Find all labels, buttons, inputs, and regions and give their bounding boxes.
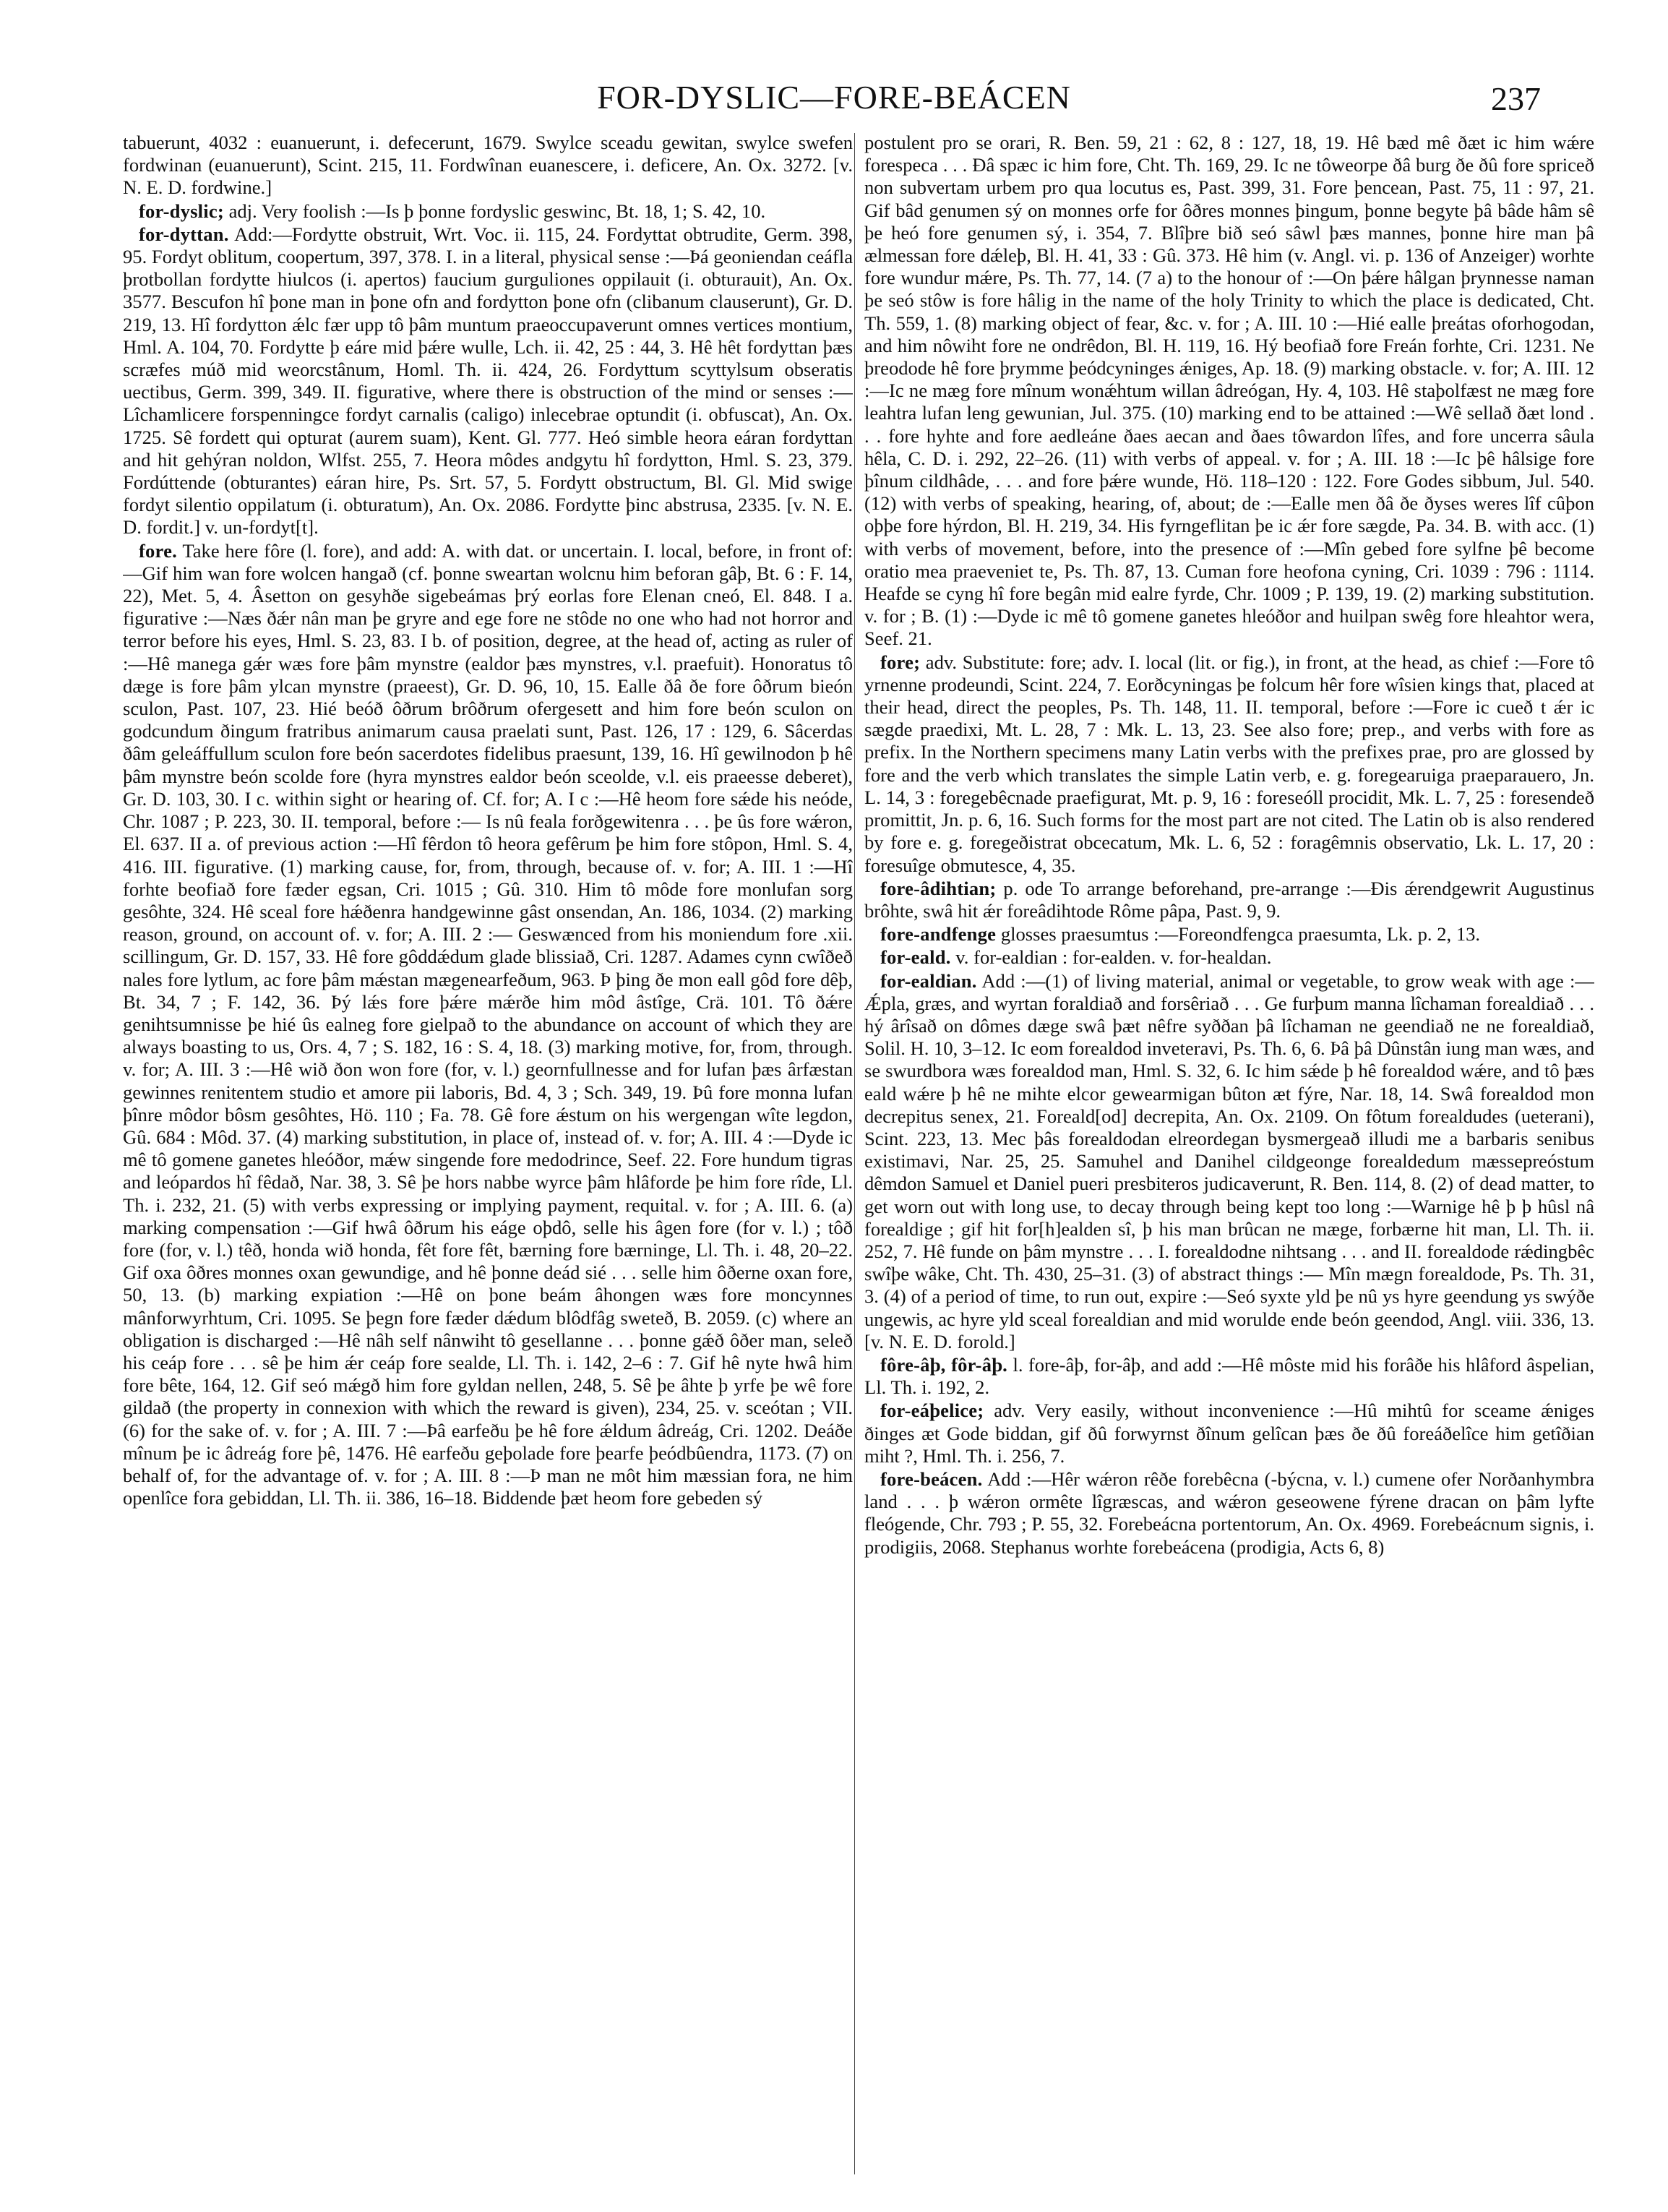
entry-headword: fore; xyxy=(880,651,921,673)
entry-text: tabuerunt, 4032 : euanuerunt, i. defecerunt, 1679. Swylce sceadu gewitan, swylce swefen fordwinan (euanuerunt), Scint. 215, 11. Fordwînan euanescere, i. deficere, An. Ox. 3272. [v. N. E. D. fordwine.] xyxy=(123,132,853,199)
dictionary-entry xyxy=(123,223,853,539)
dictionary-entry xyxy=(123,200,853,223)
entry-text: postulent pro se orari, R. Ben. 59, 21 : 62, 8 : 127, 18, 19. Hê bæd mê ðæt ic him wǽre forespeca . . . Ðâ spæc ic him fore, Cht. Th. 169, 29. Ic ne tôweorpe ðâ burg ðe ðû fore spriceð non subvertam urbem pro qua locutus es, Past. 399, 31. Fore þencean, Past. 75, 11 : 97, 21. Gif bâd genumen sý on monnes orfe for ôðres monnes þingum, þonne begyte þâ bâde hâm sê þe heó fore genumen sý, i. 354, 7. Blîþre bið seó sâwl þæs mannes, þonne hire man þâ ælmessan fore dǽleþ, Bl. H. 41, 33 : Gû. 373. Hê him (v. Angl. vi. p. 136 of Anzeiger) worhte fore wundur mǽre, Ps. Th. 77, 14. (7 a) to the honour of :—On þǽre hâlgan þrynnesse naman þe seó stôw is fore hâlig in the name of the holy Trinity to which the place is dedicated, Cht. Th. 559, 1. (8) marking object of fear, &c. v. for ; A. III. 10 :—Hié ealle þreátas oforhogodan, and him nôwiht fore ne ondrêdon, Bl. H. 119, 16. Hý beofiað fore Freán forhte, Cri. 1231. Ne þreodode hê fore þrymme þeódcyninges ǽniges, Ap. 18. (9) marking obstacle. v. for; A. III. 12 :—Ic ne mæg fore mînum wonǽhtum willan âdreógan, Hy. 4, 103. Hê staþolfæst ne mæg fore leahtra lufan leng gewunian, Jul. 375. (10) marking end to be attained :—Wê sellað ðæt lond . . . fore hyhte and fore aedleáne ðaes aecan and ðaes tôwardon lîfes, and fore uncerra sâula hêla, C. D. i. 292, 22–26. (11) with verbs of appeal. v. for ; A. III. 18 :—Ic þê hâlsige fore þînum cildhâde, . . . and fore þǽre wunde, Hö. 118–120 : 122. Fore Godes sibbum, Jul. 540. (12) with verbs of speaking, hearing, of, about; de :—Ealle men ðâ ðe ðyses weres lîf cûþon oþþe fore hýrdon, Bl. H. 219, 34. His fyrngeflitan þe ic ǽr fore sægde, Pa. 34. B. with acc. (1) with verbs of movement, before, into the presence of :—Mîn gebed fore sylfne þê become oratio mea praeveniet te, Ps. Th. 87, 13. Cuman fore heofona cyning, Cri. 1039 : 796 : 1114. Heafde se cyng hî fore begân mid ealre fyrde, Chr. 1009 ; P. 139, 19. (2) marking substitution. v. for ; B. (1) :—Dyde ic mê tô gomene ganetes hleóðor and huilpan swêg fore hleahtor wera, Seef. 21. xyxy=(864,132,1594,650)
entry-headword: for-eald. xyxy=(880,946,951,969)
entry-headword: for-eáþelice; xyxy=(880,1399,984,1422)
dictionary-entry xyxy=(864,923,1594,946)
column-divider xyxy=(854,133,855,2174)
running-head-title: FOR-DYSLIC—FORE-BEÁCEN xyxy=(597,79,1071,116)
page-number: 237 xyxy=(1491,80,1541,117)
entry-headword: fôre-âþ, fôr-âþ. xyxy=(880,1353,1008,1376)
entry-text: Add :—(1) of living material, animal or vegetable, to grow weak with age :—Ǽpla, græs, and wyrtan foraldiað and forsêriað . . . Ge furþum manna lîchaman forealdiað . . . hý ârîsað on dômes dæge swâ þæt nêfre syððan þâ lîchaman ne geendiað ne ne forealdiað, Solil. H. 10, 3–12. Ic eom forealdod inveteravi, Ps. Th. 6, 6. Þâ þâ Dûnstân iung man wæs, and se swurdbora wæs forealdod man, Hml. S. 32, 6. Ic him sǽde þ hê forealdod wǽre, and tô þæs eald wǽre þ hê ne mihte elcor gewearmigan bûton æt fýre, Nar. 18, 14. Swâ forealdod mon decrepitus senex, 21. Foreald[od] decrepita, An. Ox. 2109. On fôtum forealdudes (ueterani), Scint. 223, 13. Mec þâs forealdodan elreordegan bysmergeað illudi me a barbaris senibus existimavi, Nar. 25, 25. Samuhel and Danihel cildgeonge forealdedum mæssepreóstum dêmdon Samuel et Daniel pueri presbiteros judicaverunt, R. Ben. 114, 8. (2) of dead matter, to get worn out with long use, to decay through being kept too long :—Warnige hê þ þ hûsl nâ forealdige ; gif hit for[h]ealden sî, þ his man brûcan ne mæge, forbærne hit man, Ll. Th. ii. 252, 7. Hê funde on þâm mynstre . . . I. forealdodne nihtsang . . . and II. forealdode rǽdingbêc swîþe wâke, Cht. Th. 430, 25–31. (3) of abstract things :— Mîn mægn forealdode, Ps. Th. 31, 3. (4) of a period of time, to run out, expire :—Seó syxte yld þe nû ys hyre geendung ys swýðe ungewis, ac hyre yld sceal forealdian and mid worulde ende beón geendod, Angl. viii. 336, 13. [v. N. E. D. forold.] xyxy=(864,969,1594,1353)
entry-text: l. fore-âþ, for-âþ, and add :—Hê môste mid his forâðe his hlâford âspelian, Ll. Th. i. 192, 2. xyxy=(864,1353,1594,1399)
entry-text: adj. Very foolish :—Is þ þonne fordyslic geswinc, Bt. 18, 1; S. 42, 10. xyxy=(228,200,766,222)
dictionary-entry xyxy=(864,878,1594,922)
dictionary-entry xyxy=(123,132,853,200)
dictionary-entry xyxy=(864,946,1594,969)
entry-text: glosses praesumtus :—Foreondfengca praesumta, Lk. p. 2, 13. xyxy=(1000,923,1481,946)
entry-text: p. ode To arrange beforehand, pre-arrange :—Ðis ǽrendgewrit Augustinus brôhte, swâ hit ǽr foreâdihtode Rôme pâpa, Past. 9, 9. xyxy=(864,877,1594,922)
left-column xyxy=(123,132,853,2177)
entry-headword: fore-andfenge xyxy=(880,923,997,946)
dictionary-entry xyxy=(864,1468,1594,1559)
dictionary-entry xyxy=(123,540,853,1510)
entry-headword: fore-âdihtian; xyxy=(880,877,997,899)
entry-text: Add:—Fordytte obstruit, Wrt. Voc. ii. 115, 24. Fordyttat obtrudite, Germ. 398, 95. Fordyt oblitum, coopertum, 397, 378. I. in a literal, physical sense :—Þá geoniendan ceáfla þrotbollan fordytte hiulcos (i. apertos) faucium gurguliones oppilauit (i. obturauit), An. Ox. 3577. Bescufon hî þone man in þone ofn and fordytton þone ofn (clibanum clauserunt), Gr. D. 219, 13. Hî fordytton ǽlc fær upp tô þâm muntum praeoccupaverunt omnes vertices montium, Hml. A. 104, 70. Fordytte þ eáre mid þǽre wulle, Lch. ii. 42, 25 : 44, 3. Hê hêt fordyttan þæs scræfes múð mid weorcstânum, Homl. Th. ii. 424, 26. Fordyttum scyttylsum obseratis uectibus, Germ. 399, 349. II. figurative, where there is obstruction of the mind or senses :—Lîchamlicere forspenningce fordyt carnalis (caligo) inlecebrae optundit (i. obfuscat), An. Ox. 1725. Sê fordett qui opturat (aurem suam), Kent. Gl. 777. Heó simble heora eáran fordyttan and hit gehýran noldon, Wlfst. 255, 7. Heora môdes andgytu hî fordytton, Hml. S. 23, 379. Fordúttende (obturantes) eáran hire, Ps. Srt. 57, 5. Fordytt obstructum, Bl. Gl. Mid swige fordyt silentio oppilatum (i. obturatum), An. Ox. 2086. Fordytte þinc abstrusa, 2335. [v. N. E. D. fordit.] v. un-fordyt[t]. xyxy=(123,223,853,539)
entry-text: adv. Very easily, without inconvenience :—Hû mihtû for sceame ǽniges ðinges æt Gode biddan, gif ðû forwyrnst ðînum gelîcan þæs ðe ðû foreáðelîce him getîðian miht ?, Hml. Th. i. 256, 7. xyxy=(864,1399,1594,1467)
dictionary-entry xyxy=(864,1354,1594,1399)
entry-headword: fore. xyxy=(139,539,177,562)
entry-text: adv. Substitute: fore; adv. I. local (lit. or fig.), in front, at the head, as chief :—Fore tô yrnenne prodeundi, Scint. 224, 7. Eorðcyningas þe folcum hêr fore wîsien kings that, placed at their head, direct the peoples, Ps. Th. 148, 11. II. temporal, before :—Fore ic cueð t ǽr ic sægde praedixi, Mt. L. 28, 7 : Mk. L. 13, 23. See also fore; prep., and verbs with fore as prefix. In the Northern specimens many Latin verbs with the prefixes prae, pro are glossed by fore and the verb which translates the simple Latin verb, e. g. foregearuiga praeparauero, Jn. L. 14, 3 : foregebêcnade praefigurat, Mt. p. 9, 16 : foreseóll procidit, Mk. L. 7, 25 : foresendeð promittit, Jn. p. 6, 16. Such forms for the most part are not cited. The Latin ob is also rendered by fore e. g. foregeðistrat obcecatum, Mk. L. 6, 52 : foragêmnis observatio, Lk. L. 17, 20 : foresuîge obmutesce, 4, 35. xyxy=(864,651,1594,876)
dictionary-entry xyxy=(864,1399,1594,1467)
entry-text: v. for-ealdian : for-ealden. v. for-healdan. xyxy=(955,946,1272,969)
right-column xyxy=(864,132,1594,2177)
entry-headword: for-dyttan. xyxy=(139,223,229,245)
entry-text: Take here fôre (l. fore), and add: A. with dat. or uncertain. I. local, before, in front of:—Gif him wan fore wolcen hangað (cf. þonne sweartan wolcnu him beforan gâþ, Bt. 6 : F. 14, 22), Met. 5, 4. Âsetton on gesyhðe sigebeámas þrý eorlas fore Elenan cneó, El. 848. I a. figurative :—Næs ðǽr nân man þe gryre and ege fore ne stôde no one who had not horror and terror before his eyes, Hml. S. 23, 83. I b. of position, degree, at the head of, acting as ruler of :—Hê manega gǽr wæs fore þâm mynstre (ealdor þæs mynstres, v.l. praefuit). Honoratus tô dæge is fore þâm ylcan mynstre (praeest), Gr. D. 96, 10, 15. Ealle ðâ ðe fore ôðrum bieón sculon, Past. 107, 23. Hié beóð ôðrum brôðrum ofergesett and him fore beón sculon on godcundum ðingum fratribus animarum causa praelati sunt, Past. 126, 17 : 129, 6. Sâcerdas ðâm geleáffullum sculon fore beón sacerdotes fidelibus praesunt, 139, 16. Hî gewilnodon þ hê þâm mynstre beón scolde fore (hyra mynstres ealdor beón sceolde, v.l. eis praeesse deberet), Gr. D. 103, 30. I c. within sight or hearing of. Cf. for; A. I c :—Hê heom fore sǽde his neóde, Chr. 1087 ; P. 223, 30. II. temporal, before :— Is nû feala forðgewitenra . . . þe ûs fore wǽron, El. 637. II a. of previous action :—Hî fêrdon tô heora gefêrum þe him fore stôpon, Hml. S. 4, 416. III. figurative. (1) marking cause, for, from, through, because of. v. for; A. III. 1 :—Hî forhte beofiað fore fæder egsan, Cri. 1015 ; Gû. 310. Him tô môde fore monlufan sorg gesôhte, 324. Hê sceal fore hǽðenra handgewinne gâst onsendan, An. 186, 1034. (2) marking reason, ground, on account of. v. for; A. III. 2 :— Geswænced from his moniendum fore .xii. scillingum, Gr. D. 157, 33. Hê fore gôddǽdum glade blissiað, Cri. 1287. Adames cynn cwîðeð nales fore lytlum, ac fore þâm mǽstan mægenearfeðum, 963. Þ þing ðe mon eall gôd fore dêþ, Bt. 34, 7 ; F. 142, 36. Þý lǽs fore þǽre mǽrðe him môd âstîge, Crä. 101. Tô ðǽre genihtsumnisse þe hié ûs ealneg fore gielpað to the abundance on account of which they are always boasting to us, Ors. 4, 7 ; S. 182, 16 : S. 4, 18. (3) marking motive, for, from, through. v. for; A. III. 3 :—Hê wið ðon won fore (for, v. l.) geornfullnesse and for lufan þæs ârfæstan gewinnes renitentem studio et amore pii laboris, Bd. 4, 3 ; Sch. 349, 19. Þû fore monna lufan þînre môdor bôsm gesôhtes, Hö. 110 ; Fa. 78. Gê fore ǽstum on his wergengan wîte legdon, Gû. 684 : Môd. 37. (4) marking substitution, in place of, instead of. v. for; A. III. 4 :—Dyde ic mê tô gomene ganetes hleóðor, mǽw singende fore medodrince, Seef. 22. Fore hundum tigras and leópardos hî fêdað, Nar. 38, 3. Sê þe hors nabbe wyrce þâm hlâforde þe him fore rîde, Ll. Th. i. 232, 21. (5) with verbs expressing or implying payment, requital. v. for ; A. III. 6. (a) marking compensation :—Gif hwâ ôðrum his eáge oþdô, selle his âgen fore (for v. l.) ; tôð fore (for, v. l.) têð, honda wið honda, fêt fore fêt, bærning fore bærninge, Ll. Th. i. 48, 20–22. Gif oxa ôðres monnes oxan gewundige, and hê þonne deád sié . . . selle him ôðerne oxan fore, 50, 13. (b) marking expiation :—Hê on þone beám âhongen wæs fore moncynnes mânforwyrhtum, Cri. 1095. Se þegn fore fæder dǽdum blôdfâg sweteð, B. 2059. (c) where an obligation is discharged :—Hê nâh self nânwiht tô gesellanne . . . þonne gǽð ôðer man, seleð his ceáp fore . . . sê þe him ǽr ceáp fore sealde, Ll. Th. i. 142, 2–6 : 7. Gif hê nyte hwâ him fore bête, 164, 12. Gif seó mǽgð him fore gyldan nellen, 248, 5. Sê þe âhte þ yrfe þe wê fore gildað (the property in connexion with which the reward is given), 234, 25. v. sceótan ; VII. (6) for the sake of. v. for ; A. III. 7 :—Þâ earfeðu þe hê fore ǽldum âdreág, Cri. 1202. Deáðe mînum þe ic âdreág fore þê, 1476. Hê earfeðu geþolade fore þearfe þeódbûendra, 1173. (7) on behalf of, for the advantage of. v. for ; A. III. 8 :—Þ man ne môt him mæssian fora, ne him openlîce fora gebiddan, Ll. Th. ii. 386, 16–18. Biddende þæt heom fore gebeden sý xyxy=(123,539,853,1509)
dictionary-entry xyxy=(864,651,1594,877)
entry-text: Add :—Hêr wǽron rêðe forebêcna (-býcna, v. l.) cumene ofer Norðanhymbra land . . . þ wǽron ormête lîgræscas, and wǽron geseowene fýrene dracan on þâm lyfte fleógende, Chr. 793 ; P. 55, 32. Forebeácna portentorum, An. Ox. 4969. Forebeácnum signis, i. prodigiis, 2068. Stephanus worhte forebeácena (prodigia, Acts 6, 8) xyxy=(864,1467,1594,1558)
dictionary-entry xyxy=(864,132,1594,651)
dictionary-entry xyxy=(864,970,1594,1353)
running-head xyxy=(0,78,1668,129)
entry-headword: for-dyslic; xyxy=(139,200,224,222)
entry-headword: fore-beácen. xyxy=(880,1467,983,1490)
entry-headword: for-ealdian. xyxy=(880,969,977,992)
